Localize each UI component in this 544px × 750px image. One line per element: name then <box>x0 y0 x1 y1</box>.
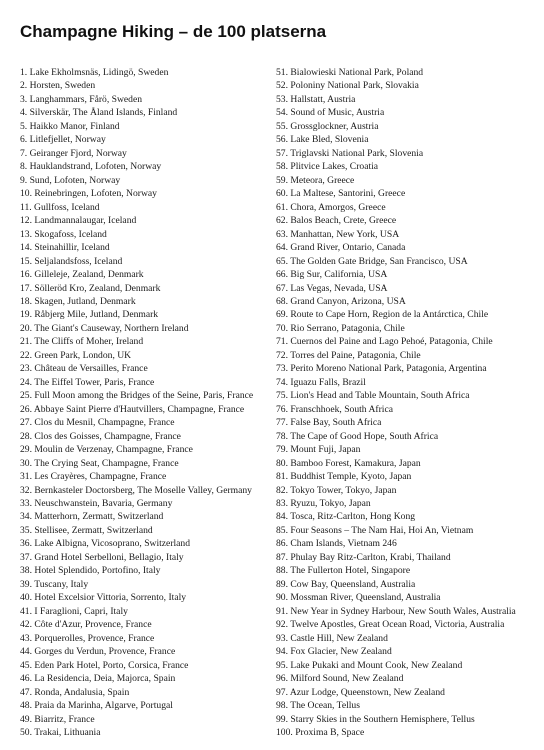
list-item: 18. Skagen, Jutland, Denmark <box>20 295 136 307</box>
list-item: 89. Cow Bay, Queensland, Australia <box>276 578 416 590</box>
list-item: 15. Seljalandsfoss, Iceland <box>20 255 123 267</box>
list-item: 74. Iguazu Falls, Brazil <box>276 376 366 388</box>
list-item: 46. La Residencia, Deia, Majorca, Spain <box>20 673 176 685</box>
list-item: 78. The Cape of Good Hope, South Africa <box>276 430 439 442</box>
list-item: 6. Litlefjellet, Norway <box>20 134 106 146</box>
list-item: 73. Perito Moreno National Park, Patagonia, Argentina <box>276 363 487 375</box>
list-item: 53. Hallstatt, Austria <box>276 93 356 105</box>
list-item: 96. Milford Sound, New Zealand <box>276 673 404 685</box>
list-item: 88. The Fullerton Hotel, Singapore <box>276 565 411 577</box>
list-item: 36. Lake Albigna, Vicosoprano, Switzerland <box>20 538 191 550</box>
list-item: 83. Ryuzu, Tokyo, Japan <box>276 498 371 509</box>
list-item: 64. Grand River, Ontario, Canada <box>276 242 406 254</box>
list-item: 56. Lake Bled, Slovenia <box>276 134 369 146</box>
list-item: 19. Råbjerg Mile, Jutland, Denmark <box>20 309 159 321</box>
list-item: 13. Skogafoss, Iceland <box>20 228 107 240</box>
list-item: 54. Sound of Music, Austria <box>276 107 385 119</box>
list-item: 49. Biarritz, France <box>20 713 95 725</box>
list-item: 39. Tuscany, Italy <box>20 578 89 590</box>
list-item: 65. The Golden Gate Bridge, San Francisco, USA <box>276 255 468 267</box>
list-item: 12. Landmannalaugar, Iceland <box>20 215 137 227</box>
list-item: 48. Praia da Marinha, Algarve, Portugal <box>20 700 173 712</box>
list-item: 75. Lion's Head and Table Mountain, South Africa <box>276 390 470 402</box>
list-item: 24. The Eiffel Tower, Paris, France <box>20 376 155 388</box>
page-title: Champagne Hiking – de 100 platserna <box>20 22 327 42</box>
list-item: 97. Azur Lodge, Queenstown, New Zealand <box>276 686 445 698</box>
list-item: 58. Plitvice Lakes, Croatia <box>276 161 379 173</box>
list-item: 4. Silverskär, The Åland Islands, Finland <box>20 107 178 119</box>
list-item: 66. Big Sur, California, USA <box>276 269 388 281</box>
list-item: 37. Grand Hotel Serbelloni, Bellagio, Italy <box>20 551 184 563</box>
list-item: 50. Trakai, Lithuania <box>20 726 101 738</box>
list-column-left <box>20 66 268 739</box>
list-item: 98. The Ocean, Tellus <box>276 700 360 712</box>
list-item: 38. Hotel Splendido, Portofino, Italy <box>20 565 161 577</box>
list-item: 7. Geiranger Fjord, Norway <box>20 147 127 159</box>
list-item: 77. False Bay, South Africa <box>276 417 382 429</box>
list-item: 43. Porquerolles, Provence, France <box>20 632 155 644</box>
list-item: 11. Gullfoss, Iceland <box>20 201 100 213</box>
list-item: 63. Manhattan, New York, USA <box>276 228 400 240</box>
list-item: 34. Matterhorn, Zermatt, Switzerland <box>20 511 164 523</box>
list-item: 26. Abbaye Saint Pierre d'Hautvillers, Champagne, France <box>20 403 245 415</box>
list-item: 94. Fox Glacier, New Zealand <box>276 646 392 658</box>
list-item: 8. Hauklandstrand, Lofoten, Norway <box>20 161 162 173</box>
list-item: 52. Poloniny National Park, Slovakia <box>276 80 419 92</box>
list-item: 32. Bernkasteler Doctorsberg, The Moselle Valley, Germany <box>20 484 252 496</box>
list-item: 81. Buddhist Temple, Kyoto, Japan <box>276 471 412 483</box>
list-item: 60. La Maltese, Santorini, Greece <box>276 188 406 200</box>
list-item: 72. Torres del Paine, Patagonia, Chile <box>276 349 421 361</box>
list-item: 31. Les Crayères, Champagne, France <box>20 471 167 483</box>
list-item: 14. Steinahillir, Iceland <box>20 242 110 254</box>
list-item: 90. Mossman River, Queensland, Australia <box>276 592 441 604</box>
list-item: 85. Four Seasons – The Nam Hai, Hoi An, Vietnam <box>276 524 474 536</box>
list-item: 95. Lake Pukaki and Mount Cook, New Zealand <box>276 659 463 671</box>
list-item: 61. Chora, Amorgos, Greece <box>276 201 386 213</box>
list-item: 3. Langhammars, Fårö, Sweden <box>20 93 143 105</box>
list-item: 44. Gorges du Verdun, Provence, France <box>20 646 176 658</box>
list-item: 76. Franschhoek, South Africa <box>276 403 393 415</box>
list-item: 55. Grossglockner, Austria <box>276 120 379 132</box>
list-item: 20. The Giant's Causeway, Northern Ireland <box>20 322 189 334</box>
list-item: 57. Triglavski National Park, Slovenia <box>276 147 424 159</box>
list-item: 5. Haikko Manor, Finland <box>20 120 120 132</box>
list-item: 68. Grand Canyon, Arizona, USA <box>276 295 406 307</box>
list-item: 17. Sölleröd Kro, Zealand, Denmark <box>20 282 161 294</box>
list-item: 2. Horsten, Sweden <box>20 80 96 92</box>
list-item: 93. Castle Hill, New Zealand <box>276 632 388 644</box>
list-item: 16. Gilleleje, Zealand, Denmark <box>20 269 144 281</box>
list-item: 42. Côte d'Azur, Provence, France <box>20 619 152 631</box>
list-item: 100. Proxima B, Space <box>276 726 365 738</box>
list-item: 99. Starry Skies in the Southern Hemisphere, Tellus <box>276 713 475 725</box>
list-item: 27. Clos du Mesnil, Champagne, France <box>20 417 175 429</box>
list-item: 62. Balos Beach, Crete, Greece <box>276 215 397 227</box>
list-item: 40. Hotel Excelsior Vittoria, Sorrento, Italy <box>20 592 187 604</box>
list-item: 69. Route to Cape Horn, Region de la Antárctica, Chile <box>276 309 489 321</box>
list-item: 71. Cuernos del Paine and Lago Pehoé, Patagonia, Chile <box>276 336 493 348</box>
list-item: 87. Phulay Bay Ritz-Carlton, Krabi, Thailand <box>276 551 451 563</box>
list-item: 25. Full Moon among the Bridges of the Seine, Paris, France <box>20 390 254 402</box>
list-item: 45. Eden Park Hotel, Porto, Corsica, France <box>20 659 189 671</box>
list-item: 35. Stellisee, Zermatt, Switzerland <box>20 524 153 536</box>
list-item: 67. Las Vegas, Nevada, USA <box>276 282 388 294</box>
list-item: 22. Green Park, London, UK <box>20 349 132 361</box>
list-item: 86. Cham Islands, Vietnam 246 <box>276 538 397 550</box>
list-item: 23. Château de Versailles, France <box>20 363 148 375</box>
list-item: 30. The Crying Seat, Champagne, France <box>20 457 179 469</box>
list-item: 51. Bialowieski National Park, Poland <box>276 67 424 78</box>
list-item: 21. The Cliffs of Moher, Ireland <box>20 336 144 348</box>
list-item: 84. Tosca, Ritz-Carlton, Hong Kong <box>276 511 416 523</box>
list-item: 70. Rio Serrano, Patagonia, Chile <box>276 322 405 334</box>
list-item: 29. Moulin de Verzenay, Champagne, France <box>20 444 193 456</box>
list-item: 9. Sund, Lofoten, Norway <box>20 174 121 186</box>
list-item: 28. Clos des Goisses, Champagne, France <box>20 430 181 442</box>
list-column-right <box>276 66 538 739</box>
list-item: 47. Ronda, Andalusia, Spain <box>20 686 130 698</box>
list-item: 41. I Faraglioni, Capri, Italy <box>20 605 128 617</box>
list-item: 79. Mount Fuji, Japan <box>276 444 361 456</box>
list-item: 91. New Year in Sydney Harbour, New South Wales, Australia <box>276 605 516 617</box>
list-item: 59. Meteora, Greece <box>276 174 355 186</box>
list-item: 1. Lake Ekholmsnäs, Lidingö, Sweden <box>20 67 169 78</box>
list-item: 92. Twelve Apostles, Great Ocean Road, Victoria, Australia <box>276 619 505 631</box>
list-item: 82. Tokyo Tower, Tokyo, Japan <box>276 484 397 496</box>
list-item: 33. Neuschwanstein, Bavaria, Germany <box>20 498 173 509</box>
list-item: 80. Bamboo Forest, Kamakura, Japan <box>276 457 421 469</box>
list-item: 10. Reinebringen, Lofoten, Norway <box>20 188 157 200</box>
